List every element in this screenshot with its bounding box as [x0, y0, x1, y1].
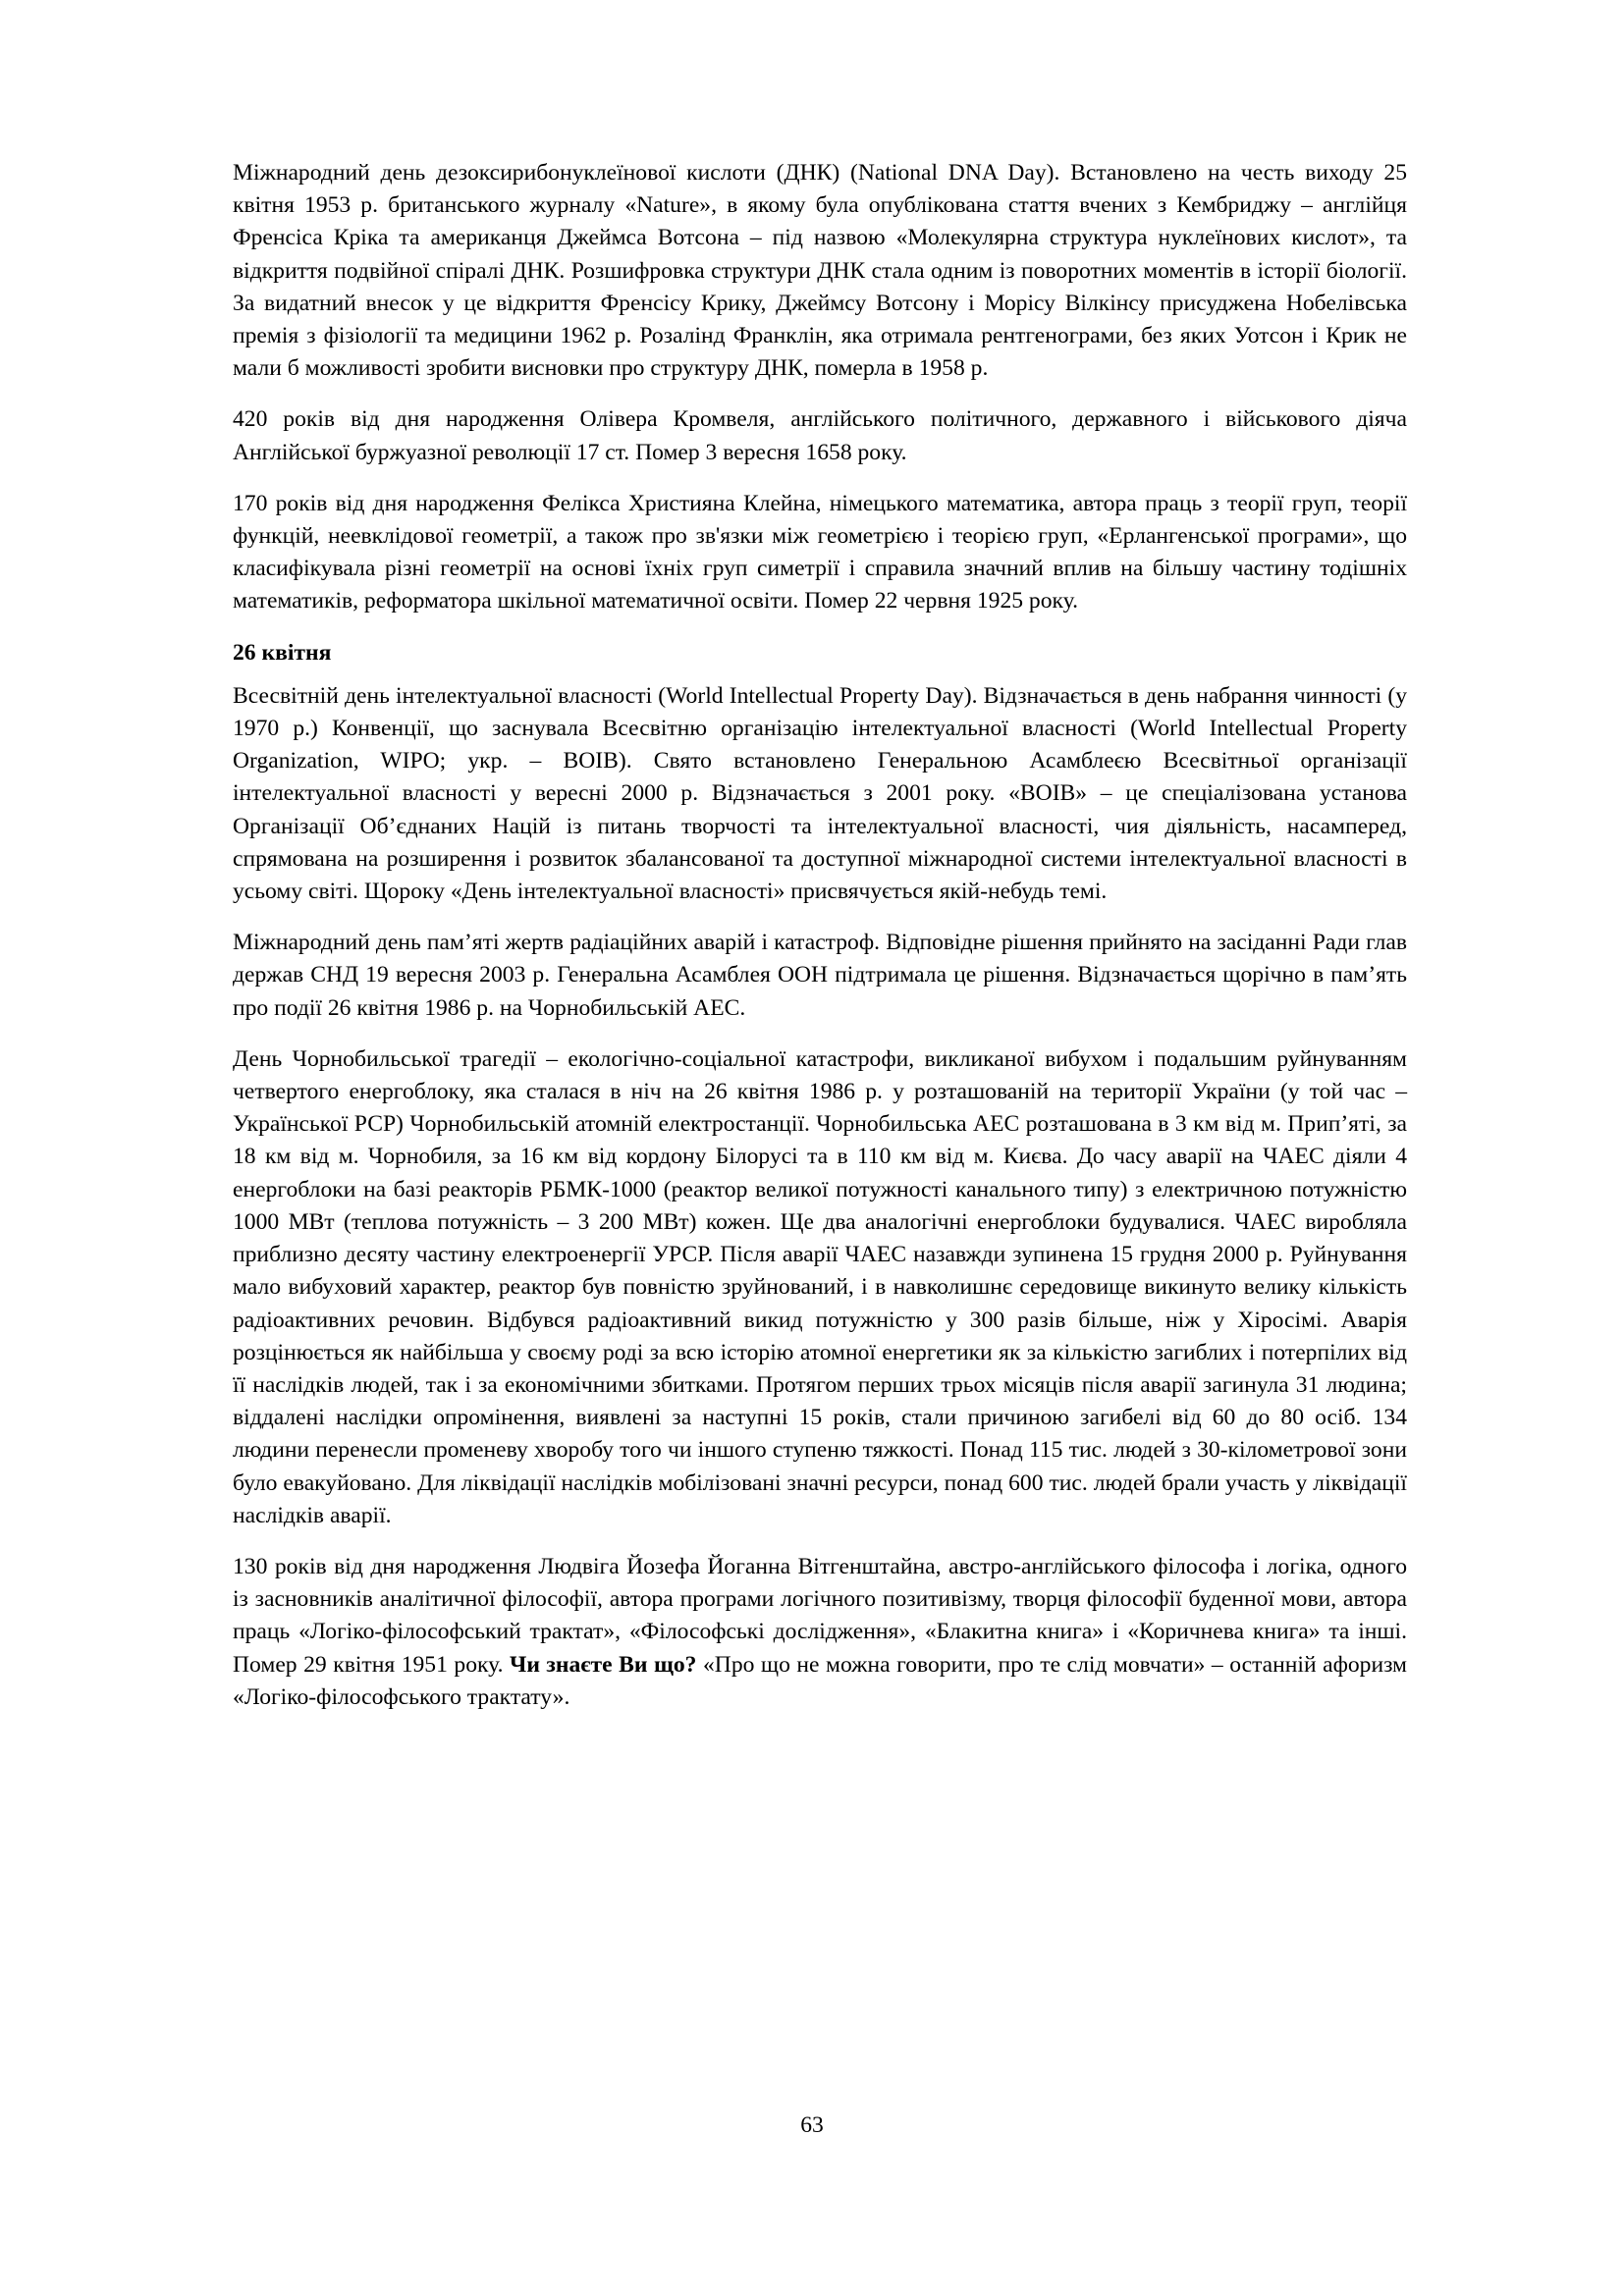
paragraph-wittgenstein — [233, 1551, 1407, 1714]
date-heading: 26 квітня — [233, 639, 332, 666]
paragraph-cromwell: 420 років від дня народження Олівера Кромвеля, англійського політичного, державного і військового діяча Англійської буржуазної революції 17 ст. Помер 3 вересня 1658 року. — [233, 406, 1407, 465]
paragraph-klein: 170 років від дня народження Фелікса Християна Клейна, німецького математика, автора праць з теорії груп, теорії функцій, неевклідової геометрії, а також про зв'язки між геометрією і теорією груп, «Ерлангенської програми», що класифікувала різні геометрії на основі їхніх груп симетрії і справила значний вплив на більшу частину тодішніх математиків, реформатора шкільної математичної освіти. Помер 22 червня 1925 року. — [233, 490, 1407, 614]
page-body — [233, 157, 1407, 1733]
did-you-know-label: Чи знаєте Ви що? — [510, 1651, 697, 1678]
wittgenstein-text: 130 років від дня народження Людвіга Йозефа Йоганна Вітгенштайна, австро-англійського філософа і логіка, одного із засновників аналітичної філософії, автора програми логічного позитивізму, творця філософії буденної мови, автора праць «Логіко-філософський трактат», «Філософські дослідження», «Блакитна книга» і «Коричнева книга» та інші. Помер 29 квітня 1951 року. — [233, 1553, 1407, 1678]
paragraph-radiation-victims: Міжнародний день пам’яті жертв радіаційних аварій і катастроф. Відповідне рішення прийнято на засіданні Ради глав держав СНД 19 вересня 2003 р. Генеральна Асамблея ООН підтримала це рішення. Відзначається щорічно в пам’ять про події 26 квітня 1986 р. на Чорнобильській АЕС. — [233, 930, 1407, 1021]
wittgenstein-aphorism: «Про що не можна говорити, про те слід мовчати» – останній афоризм «Логіко-філософського трактату». — [233, 1651, 1407, 1710]
paragraph-dna-day: Міжнародний день дезоксирибонуклеїнової кислоти (ДНК) (National DNA Day). Встановлено на честь виходу 25 квітня 1953 р. британського журналу «Nature», в якому була опублікована стаття вчених з Кембриджу – англійця Френсіса Кріка та американця Джеймса Вотсона – під назвою «Молекулярна структура нуклеїнових кислот», та відкриття подвійної спіралі ДНК. Розшифровка структури ДНК стала одним із поворотних моментів в історії біології. За видатний внесок у це відкриття Френсісу Крику, Джеймсу Вотсону і Морісу Вілкінсу присуджена Нобелівська премія з фізіології та медицини 1962 р. Розалінд Франклін, яка отримала рентгенограми, без яких Уотсон і Крик не мали б можливості зробити висновки про структуру ДНК, померла в 1958 р. — [233, 160, 1407, 382]
paragraph-chornobyl: День Чорнобильської трагедії – екологічно-соціальної катастрофи, викликаної вибухом і подальшим руйнуванням четвертого енергоблоку, яка сталася в ніч на 26 квітня 1986 р. у розташованій на території України (у той час – Української РСР) Чорнобильській атомній електростанції. Чорнобильська АЕС розташована в 3 км від м. Прип’яті, за 18 км від м. Чорнобиля, за 16 км від кордону Білорусі та в 110 км від м. Києва. До часу аварії на ЧАЕС діяли 4 енергоблоки на базі реакторів РБМК-1000 (реактор великої потужності канального типу) з електричною потужністю 1000 МВт (теплова потужність – 3 200 МВт) кожен. Ще два аналогічні енергоблоки будувалися. ЧАЕС виробляла приблизно десяту частину електроенергії УРСР. Після аварії ЧАЕС назавжди зупинена 15 грудня 2000 р. Руйнування мало вибуховий характер, реактор був повністю зруйнований, і в навколишнє середовище викинуто велику кількість радіоактивних речовин. Відбувся радіоактивний викид потужністю у 300 разів більше, ніж у Хіросімі. Аварія розцінюється як найбільша у своєму роді за всю історію атомної енергетики як за кількістю загиблих і потерпілих від її наслідків людей, так і за економічними збитками. Протягом перших трьох місяців після аварії загинула 31 людина; віддалені наслідки опромінення, виявлені за наступні 15 років, стали причиною загибелі від 60 до 80 осіб. 134 людини перенесли променеву хворобу того чи іншого ступеню тяжкості. Понад 115 тис. людей з 30-кілометрової зони було евакуйовано. Для ліквідації наслідків мобілізовані значні ресурси, понад 600 тис. людей брали участь у ліквідації наслідків аварії. — [233, 1045, 1407, 1528]
paragraph-ip-day: Всесвітній день інтелектуальної власності (World Intellectual Property Day). Відзначається в день набрання чинності (у 1970 р.) Конвенції, що заснувала Всесвітню організацію інтелектуальної власності (World Intellectual Property Organization, WIPO; укр. – ВОІВ). Свято встановлено Генеральною Асамблеєю Всесвітньої організації інтелектуальної власності у вересні 2000 р. Відзначається з 2001 року. «ВОІВ» – це спеціалізована установа Організації Об’єднаних Націй із питань творчості та інтелектуальної власності, чия діяльність, насамперед, спрямована на розширення і розвиток збалансованої та доступної міжнародної системи інтелектуальної власності в усьому світі. Щороку «День інтелектуальної власності» присвячується якій-небудь темі. — [233, 682, 1407, 905]
page-number: 63 — [800, 2112, 824, 2138]
